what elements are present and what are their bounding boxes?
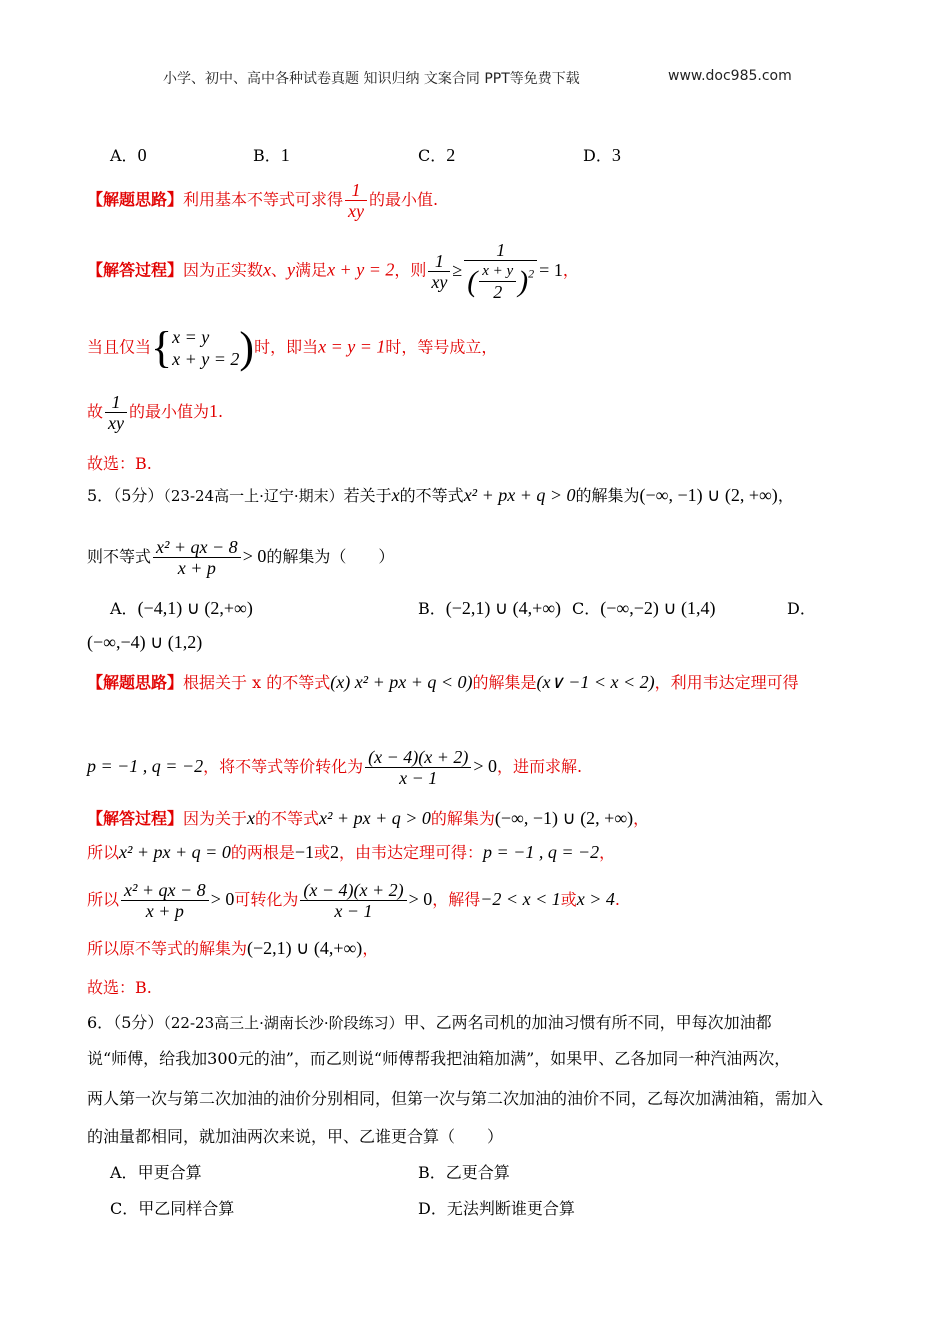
q6-stem-line4: 的油量都相同，就加油两次来说，甲、乙谁更合算（ ） (87, 1127, 504, 1146)
q6-option-b: B．乙更合算 (418, 1163, 510, 1182)
q5-option-d: D． (787, 599, 816, 618)
q6-option-c: C．甲乙同样合算 (110, 1199, 235, 1218)
q4-equality-condition: 当且仅当{ x = y x + y = 2 )时，即当x = y = 1时，等号成立， (87, 323, 498, 372)
q6-option-d: D．无法判断谁更合算 (418, 1199, 575, 1218)
header-text: 小学、初中、高中各种试卷真题 知识归纳 文案合同 PPT等免费下载 (163, 71, 580, 87)
q4-minimum: 故 $\frac{1}{xy}$ 的最小值为1. (87, 392, 224, 433)
q5-process-line2: 所以x² + px + q = 0的两根是−1或2，由韦达定理可得：p = −1 , q = −2， (87, 842, 616, 862)
q5-option-d-value: (−∞,−4) ∪ (1,2) (87, 632, 203, 652)
q5-solution-idea: 【解题思路】根据关于 x 的不等式(x) x² + px + q < 0)的解集是(x∨ −1 < x < 2)，利用韦达定理可得 (87, 672, 799, 692)
q6-stem-line3: 两人第一次与第二次加油的油价分别相同，但第一次与第二次加油的油价不同，乙每次加满油箱，需加入 (87, 1089, 824, 1108)
q6-option-a: A．甲更合算 (110, 1163, 202, 1182)
q5-process-line4: 所以原不等式的解集为(−2,1) ∪ (4,+∞)， (87, 938, 379, 958)
q4-answer: 故选：B. (87, 454, 152, 473)
q5-answer: 故选：B. (87, 978, 152, 997)
q5-solution-process: 【解答过程】因为关于x的不等式x² + px + q > 0的解集为(−∞, −1) ∪ (2, +∞)， (87, 808, 650, 828)
q4-solution-idea: 【解题思路】利用基本不等式可求得 $\frac{1}{xy}$ 的最小值. (87, 180, 439, 221)
q4-option-d: D．3 (583, 145, 621, 165)
q4-solution-process: 【解答过程】因为正实数x、y满足x + y = 2，则 $\frac{1}{xy}$ ≥ 1 ( $\frac{x + y}{2}$ )$^2$ = 1， (87, 240, 579, 302)
q5-option-c: C．(−∞,−2) ∪ (1,4) (572, 598, 716, 618)
q5-solution-idea-line2: p = −1 , q = −2，将不等式等价转化为 $\frac{(x - 4)(x + 2)}{x - 1}$ > 0，进而求解. (87, 747, 583, 788)
q6-stem-line2: 说“师傅，给我加300元的油”，而乙则说“师傅帮我把油箱加满”，如果甲、乙各加同一种汽油两次， (87, 1049, 791, 1068)
q5-process-line3: 所以 $\frac{\text{x² + qx − 8}}{x + p}$ > 0可转化为 $\frac{(x - 4)(x + 2)}{x - 1}$ > 0，解得−2 < x < 1或x > 4. (87, 880, 620, 921)
q5-option-b: B．(−2,1) ∪ (4,+∞) (418, 598, 562, 618)
q5-stem: 5．（5分）（23-24高一上·辽宁·期末）若关于x的不等式x² + px + q > 0的解集为(−∞, −1) ∪ (2, +∞)， (87, 485, 794, 505)
q6-stem-line1: 6．（5分）（22-23高三上·湖南长沙·阶段练习）甲、乙两名司机的加油习惯有所不同，甲每次加油都 (87, 1013, 772, 1032)
q5-option-a: A．(−4,1) ∪ (2,+∞) (110, 598, 253, 618)
header-url[interactable]: www.doc985.com (668, 68, 792, 84)
q4-option-b: B．1 (253, 145, 290, 165)
q5-stem-line2: 则不等式 $\frac{\text{x² + qx − 8}}{x + p}$ > 0的解集为（ ） (87, 537, 395, 578)
q4-option-c: C．2 (418, 145, 456, 165)
q4-option-a: A．0 (110, 145, 147, 165)
